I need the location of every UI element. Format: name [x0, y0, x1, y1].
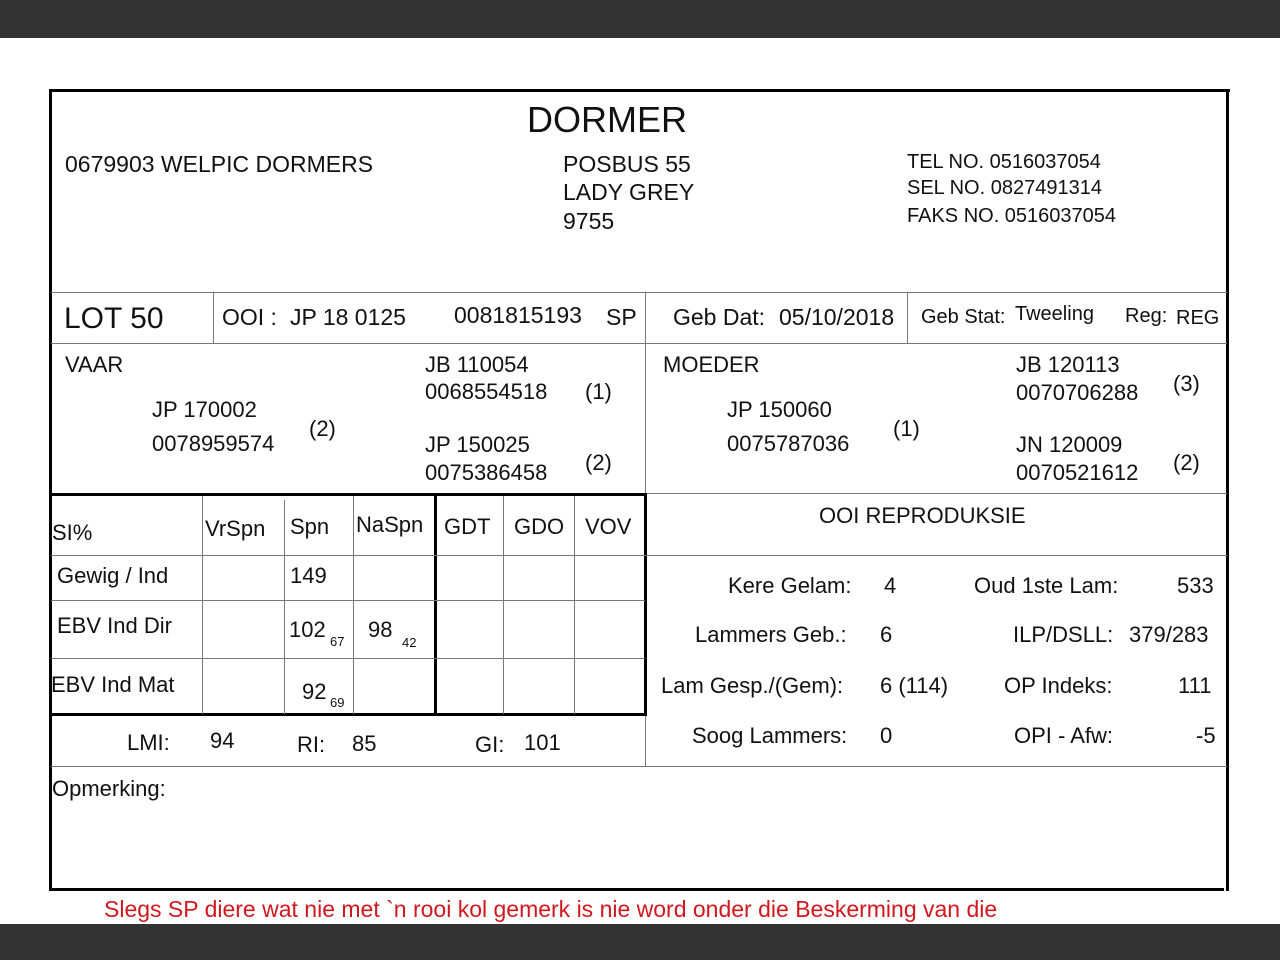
spn-accuracy: 69: [330, 695, 345, 710]
divider: [51, 292, 1227, 293]
ri-label: RI:: [297, 732, 326, 757]
vaar-id: JP 170002: [152, 397, 257, 422]
kere-gelam-label: Kere Gelam:: [728, 573, 852, 598]
reg-label: Reg:: [1125, 305, 1168, 327]
op-indeks-label: OP Indeks:: [1004, 673, 1113, 698]
spn-value: 92: [302, 679, 327, 704]
soog-lammers-value: 0: [880, 723, 893, 748]
table-group-divider: [434, 493, 437, 716]
moeder-grade: (1): [893, 416, 920, 441]
gi-value: 101: [524, 730, 561, 755]
breed-title: DORMER: [527, 99, 687, 140]
divider: [907, 292, 908, 343]
naspn-accuracy: 42: [402, 635, 417, 650]
ri-value: 85: [352, 731, 377, 756]
moeder-dam-number: 0070521612: [1016, 460, 1139, 485]
viewer-bottom-bar: [0, 924, 1280, 960]
vaar-sire-grade: (1): [585, 379, 612, 404]
moeder-sire-grade: (3): [1173, 371, 1200, 396]
header-gdt: GDT: [444, 514, 491, 539]
divider: [353, 496, 354, 714]
lam-gesp-label: Lam Gesp./(Gem):: [661, 673, 844, 698]
class-badge: SP: [606, 304, 637, 330]
divider: [51, 766, 1227, 767]
divider: [202, 496, 203, 714]
moeder-sire-id: JB 120113: [1016, 352, 1120, 377]
opi-afw-value: -5: [1196, 723, 1216, 748]
spn-accuracy: 67: [330, 634, 345, 649]
header-spn: Spn: [290, 514, 330, 539]
moeder-label: MOEDER: [663, 352, 760, 377]
soog-lammers-label: Soog Lammers:: [692, 723, 848, 748]
vaar-dam-id: JP 150025: [425, 432, 530, 457]
table-top-border: [51, 493, 647, 496]
header-vrspn: VrSpn: [205, 516, 266, 541]
remarks-label: Opmerking:: [52, 776, 166, 801]
divider: [213, 292, 214, 343]
ilp-dsll-value: 379/283: [1129, 622, 1209, 647]
ooi-id: JP 18 0125: [290, 304, 406, 330]
lammers-geb-value: 6: [880, 622, 893, 647]
tel-number: TEL NO. 0516037054: [907, 151, 1101, 173]
divider: [51, 658, 645, 659]
sel-number: SEL NO. 0827491314: [907, 177, 1102, 199]
row-label: Gewig / Ind: [57, 563, 169, 588]
opi-afw-label: OPI - Afw:: [1014, 723, 1114, 748]
vaar-sire-number: 0068554518: [425, 379, 548, 404]
address-line-2: LADY GREY: [563, 179, 695, 205]
table-right-border: [644, 493, 647, 716]
frame-right-border: [1226, 89, 1229, 891]
header-vov: VOV: [585, 514, 632, 539]
lmi-value: 94: [210, 728, 235, 753]
divider: [284, 500, 285, 714]
moeder-dam-id: JN 120009: [1016, 432, 1123, 457]
row-label: EBV Ind Dir: [57, 613, 172, 638]
address-line-3: 9755: [563, 208, 615, 234]
vaar-grade: (2): [309, 416, 336, 441]
lot-number: LOT 50: [64, 302, 164, 335]
footer-note: Slegs SP diere wat nie met `n rooi kol gemerk is nie word onder die Beskerming van die: [104, 896, 998, 922]
faks-number: FAKS NO. 0516037054: [907, 205, 1117, 227]
divider: [645, 493, 1227, 494]
moeder-dam-grade: (2): [1173, 450, 1200, 475]
breeder-name: 0679903 WELPIC DORMERS: [65, 151, 374, 177]
lmi-label: LMI:: [127, 730, 170, 755]
reproduction-title: OOI REPRODUKSIE: [819, 503, 1026, 528]
vaar-dam-number: 0075386458: [425, 460, 548, 485]
ilp-dsll-label: ILP/DSLL:: [1013, 622, 1114, 647]
vaar-sire-id: JB 110054: [425, 352, 529, 377]
header-gdo: GDO: [514, 514, 565, 539]
divider: [645, 555, 1227, 556]
vaar-label: VAAR: [65, 352, 124, 377]
ooi-label: OOI :: [222, 304, 277, 330]
spn-value: 102: [289, 617, 326, 642]
frame-top-border: [49, 89, 1230, 92]
geb-dat-label: Geb Dat:: [673, 304, 766, 330]
row-label: EBV Ind Mat: [51, 672, 175, 697]
moeder-number: 0075787036: [727, 431, 850, 456]
header-si-percent: SI%: [52, 520, 93, 545]
vaar-dam-grade: (2): [585, 450, 612, 475]
gi-label: GI:: [475, 732, 505, 757]
divider: [51, 600, 645, 601]
moeder-id: JP 150060: [727, 397, 832, 422]
header-naspn: NaSpn: [356, 512, 424, 537]
oud-1ste-lam-label: Oud 1ste Lam:: [974, 573, 1119, 598]
lammers-geb-label: Lammers Geb.:: [695, 622, 847, 647]
divider: [503, 496, 504, 714]
kere-gelam-value: 4: [884, 573, 897, 598]
table-bottom-border: [51, 713, 647, 716]
spn-value: 149: [290, 563, 327, 588]
naspn-value: 98: [368, 617, 393, 642]
divider: [574, 496, 575, 714]
reg-status: REG: [1176, 307, 1220, 329]
viewer-top-bar: [0, 0, 1280, 38]
geb-stat-label: Geb Stat:: [921, 306, 1006, 328]
frame-bottom-border: [49, 888, 1224, 891]
registration-number: 0081815193: [454, 302, 582, 328]
moeder-sire-number: 0070706288: [1016, 380, 1139, 405]
lam-gesp-value: 6 (114): [880, 673, 949, 698]
divider: [51, 555, 645, 556]
address-line-1: POSBUS 55: [563, 151, 691, 177]
oud-1ste-lam-value: 533: [1177, 573, 1214, 598]
op-indeks-value: 111: [1178, 673, 1212, 698]
vaar-number: 0078959574: [152, 431, 275, 456]
divider: [51, 343, 1227, 344]
birth-status: Tweeling: [1015, 303, 1094, 325]
birth-date: 05/10/2018: [779, 304, 895, 330]
frame-left-border: [49, 89, 52, 891]
